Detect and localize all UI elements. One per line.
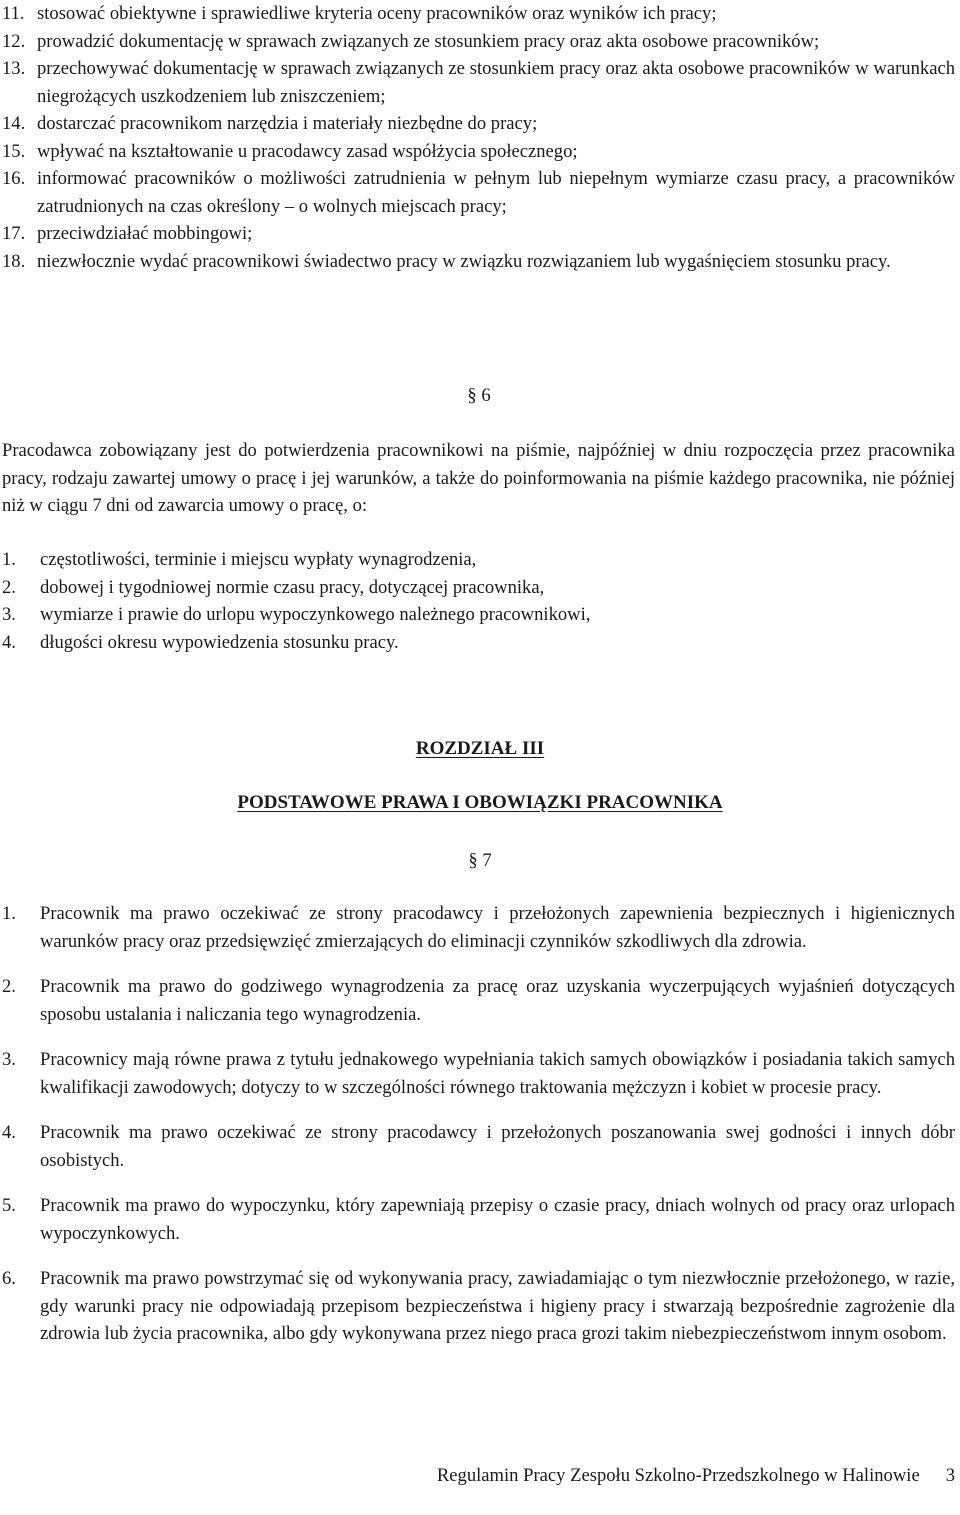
list-item: 13. przechowywać dokumentację w sprawach związanych ze stosunkiem pracy oraz akta osobowe pracowników w warunkach niegrożących uszkodzeniem lub zniszczeniem;	[2, 58, 955, 107]
list-item: 17. przeciwdziałać mobbingowi;	[2, 223, 253, 244]
list-item: 6. Pracownik ma prawo powstrzymać się od wykonywania pracy, zawiadamiając o tym niezwłocznie przełożonego, w razie, gdy warunki pracy nie odpowiadają przepisom bezpieczeństwa i higieny pracy i stwarzają bezpośrednie zagrożenie dla zdrowia lub życia pracownika, albo gdy wykonywana przez niego praca grozi takim niebezpieczeństwom innym osobom.	[2, 1268, 955, 1344]
list-item: 4. długości okresu wypowiedzenia stosunku pracy.	[2, 631, 399, 653]
list-item: 12. prowadzić dokumentację w sprawach związanych ze stosunkiem pracy oraz akta osobowe pracowników;	[2, 30, 820, 52]
list-item: 15. wpływać na kształtowanie u pracodawcy zasad współżycia społecznego;	[2, 140, 578, 162]
section-6-list	[2, 546, 902, 656]
section-sign-7: § 7	[468, 850, 492, 871]
chapter-title: ROZDZIAŁ III	[415, 738, 545, 759]
list-item: 2. dobowej i tygodniowej normie czasu pracy, dotyczącej pracownika,	[2, 576, 545, 598]
section-6-paragraph: Pracodawca zobowiązany jest do potwierdzenia pracownikowi na piśmie, najpóźniej w dniu rozpoczęcia przez pracownika pracy, rodzaju zawartej umowy o pracę i jej warunków, a także do poinformowania na piśmie każdego pracownika, nie później niż w ciągu 7 dni od zawarcia umowy o pracę, o:	[2, 440, 955, 516]
list-item: 3. wymiarze i prawie do urlopu wypoczynkowego należnego pracownikowi,	[2, 604, 591, 625]
chapter-subtitle: PODSTAWOWE PRAWA I OBOWIĄZKI PRACOWNIKA	[237, 792, 723, 813]
list-item: 1. Pracownik ma prawo oczekiwać ze strony pracodawcy i przełożonych zapewnienia bezpiecznych i higienicznych warunków pracy oraz przedsięwzięć zmierzających do eliminacji czynników szkodliwych dla zdrowia.	[2, 903, 955, 952]
list-item: 16. informować pracowników o możliwości zatrudnienia w pełnym lub niepełnym wymiarze czasu pracy, a pracowników zatrudnionych na czas określony – o wolnych miejscach pracy;	[2, 168, 955, 217]
page-footer	[0, 1462, 955, 1490]
list-item: 11. stosować obiektywne i sprawiedliwe kryteria oceny pracowników oraz wyników ich pracy;	[2, 3, 717, 24]
list-item: 18. niezwłocznie wydać pracownikowi świadectwo pracy w związku rozwiązaniem lub wygaśnięciem stosunku pracy.	[2, 250, 891, 272]
page-number: 3	[945, 1465, 955, 1486]
footer-text: Regulamin Pracy Zespołu Szkolno-Przedszkolnego w Halinowie	[436, 1465, 920, 1486]
list-item: 1. częstotliwości, terminie i miejscu wypłaty wynagrodzenia,	[2, 549, 477, 570]
list-item: 14. dostarczać pracownikom narzędzia i materiały niezbędne do pracy;	[2, 113, 538, 134]
list-item: 3. Pracownicy mają równe prawa z tytułu jednakowego wypełniania takich samych obowiązków i posiadania takich samych kwalifikacji zawodowych; dotyczy to w szczególności równego traktowania mężczyzn i kobiet w procesie pracy.	[2, 1049, 955, 1098]
list-item: 4. Pracownik ma prawo oczekiwać ze strony pracodawcy i przełożonych poszanowania swej godności i innych dóbr osobistych.	[2, 1122, 955, 1171]
section-7-list	[2, 900, 955, 1366]
list-item: 2. Pracownik ma prawo do godziwego wynagrodzenia za pracę oraz uzyskania wyczerpujących wyjaśnień dotyczących sposobu ustalania i naliczania tego wynagrodzenia.	[2, 976, 955, 1025]
list-item: 5. Pracownik ma prawo do wypoczynku, który zapewniają przepisy o czasie pracy, dniach wolnych od pracy oraz urlopach wypoczynkowych.	[2, 1195, 955, 1244]
section-sign-6: § 6	[467, 385, 491, 406]
employer-duties-list	[2, 0, 955, 275]
